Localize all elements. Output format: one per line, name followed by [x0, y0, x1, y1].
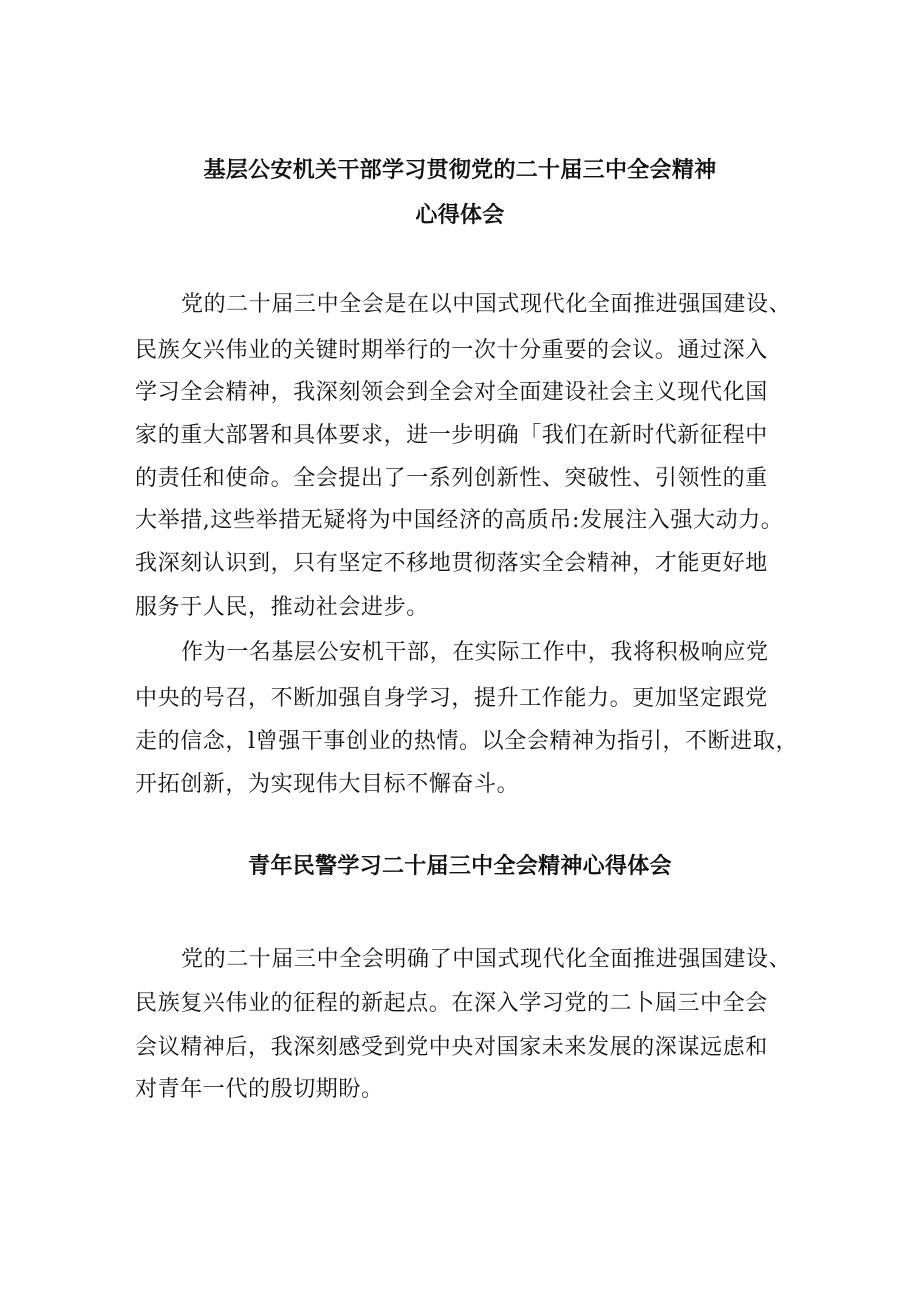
- article1-paragraph-line: 大举措,这些举措无疑将为中国经济的高质吊:发展注入强大动力。: [135, 508, 784, 533]
- article1-paragraph-line: 我深刻认识到，只有坚定不移地贯彻落实全会精神，才能更好地: [135, 551, 768, 576]
- article1-paragraph-line: 家的重大部署和具体要求，进一步明确「我们在新时代新征程中: [135, 423, 768, 448]
- article1-paragraph-line: 走的信念，l曾强干事创业的热情。以全会精神为指引，不断进取，: [135, 729, 799, 754]
- article1-paragraph-line: 开拓创新，为实现伟大目标不懈奋斗。: [135, 772, 520, 797]
- article2-paragraph-line: 对青年一代的殷切期盼。: [135, 1077, 384, 1102]
- article1-title-line1: 基层公安机关干部学习贯彻党的二十届三中全会精神: [203, 158, 717, 183]
- article1-paragraph-line: 作为一名基层公安机干部，在实际工作中，我将积极响应党: [181, 640, 769, 665]
- article2-paragraph-line: 民族复兴伟业的征程的新起点。在深入学习党的二卜屆三中全会: [135, 991, 768, 1016]
- article1-paragraph-line: 中央的号召，不断加强自身学习，提升工作能力。更加坚定跟党: [135, 686, 768, 711]
- article1-paragraph-line: 民族攵兴伟业的关键时期举行的一次十分重要的会议。通过深入: [135, 338, 768, 363]
- article2-title: 青年民警学习二十届三中全会精神心得体会: [248, 854, 672, 879]
- article1-paragraph-line: 学习全会精神，我深刻领会到全会对全面建设社会主义现代化国: [135, 380, 768, 405]
- article1-paragraph-line: 党的二十届三中全会是在以中国式现代化全面推进强国建设、: [181, 292, 792, 317]
- article1-title-line2: 心得体会: [415, 203, 505, 228]
- article2-paragraph-line: 会议精神后，我深刻感受到党中央对国家未来发展的深谋远虑和: [135, 1035, 768, 1060]
- article1-paragraph-line: 的责任和使命。全会提出了一系列创新性、突破性、引领性的重: [135, 466, 768, 491]
- article2-paragraph-line: 党的二十届三中全会明确了中国式现代化全面推进强国建设、: [181, 947, 792, 972]
- article1-paragraph-line: 服务于人民，推动社会进步。: [135, 595, 429, 620]
